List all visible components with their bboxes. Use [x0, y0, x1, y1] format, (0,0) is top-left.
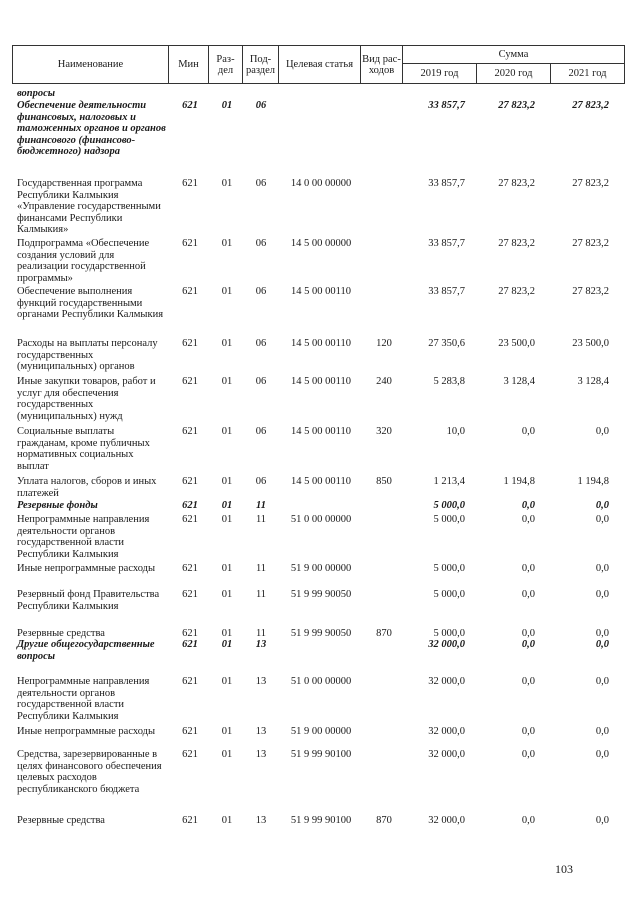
- cell-razd: 01: [221, 628, 233, 639]
- cell-name: Средства, зарезервированные в целях финансового обеспечения целевых расходов республиканского бюджета: [17, 749, 162, 795]
- cell-s21: 0,0: [595, 639, 609, 650]
- cell-s20: 0,0: [521, 426, 535, 437]
- cell-s21: 0,0: [595, 726, 609, 737]
- cell-min: 621: [182, 376, 198, 387]
- cell-podr: 06: [255, 100, 267, 111]
- header-year-2020: 2020 год: [477, 64, 551, 84]
- cell-s19: 10,0: [446, 426, 465, 437]
- cell-name: Резервные средства: [17, 815, 105, 826]
- cell-podr: 06: [255, 376, 267, 387]
- cell-s20: 27 823,2: [498, 238, 535, 249]
- cell-s19: 5 000,0: [433, 563, 465, 574]
- cell-s20: 3 128,4: [503, 376, 535, 387]
- cell-csr: 14 5 00 00110: [291, 286, 351, 297]
- cell-s20: 0,0: [521, 628, 535, 639]
- cell-s19: 32 000,0: [428, 749, 465, 760]
- cell-name: Подпрограмма «Обеспечение создания условий для реализации государственной программы»: [17, 238, 150, 284]
- cell-s20: 27 823,2: [498, 100, 535, 111]
- cell-vid: 320: [376, 426, 392, 437]
- cell-vid: 120: [376, 338, 392, 349]
- cell-min: 621: [182, 100, 198, 111]
- cell-min: 621: [182, 338, 198, 349]
- cell-s19: 33 857,7: [428, 238, 465, 249]
- cell-csr: 14 5 00 00000: [290, 238, 352, 249]
- cell-csr: 14 5 00 00110: [291, 426, 351, 437]
- header-vid: Вид рас-ходов: [361, 46, 403, 84]
- cell-name: Уплата налогов, сборов и иных платежей: [17, 476, 157, 499]
- cell-min: 621: [182, 639, 198, 650]
- table-header: [12, 45, 625, 84]
- cell-s21: 23 500,0: [572, 338, 609, 349]
- cell-csr: 51 0 00 00000: [290, 676, 352, 687]
- cell-s20: 0,0: [521, 514, 535, 525]
- cell-s19: 32 000,0: [428, 639, 465, 650]
- cell-s21: 0,0: [595, 426, 609, 437]
- cell-s21: 0,0: [595, 500, 609, 511]
- header-year-2021: 2021 год: [551, 64, 625, 84]
- cell-s21: 3 128,4: [577, 376, 609, 387]
- cell-podr: 06: [255, 338, 267, 349]
- cell-s20: 0,0: [521, 726, 535, 737]
- cell-csr: 51 0 00 00000: [290, 514, 352, 525]
- cell-razd: 01: [221, 563, 233, 574]
- cell-s21: 27 823,2: [572, 178, 609, 189]
- cell-s19: 5 000,0: [433, 500, 465, 511]
- cell-razd: 01: [221, 589, 233, 600]
- cell-s21: 0,0: [595, 749, 609, 760]
- cell-s21: 27 823,2: [572, 286, 609, 297]
- cell-s19: 5 000,0: [433, 514, 465, 525]
- cell-s19: 32 000,0: [428, 676, 465, 687]
- cell-s21: 0,0: [595, 589, 609, 600]
- cell-s20: 0,0: [521, 500, 535, 511]
- cell-s21: 27 823,2: [572, 238, 609, 249]
- cell-min: 621: [182, 676, 198, 687]
- header-razd: Раз-дел: [209, 46, 243, 84]
- cell-s19: 32 000,0: [428, 726, 465, 737]
- cell-podr: 13: [255, 726, 267, 737]
- cell-podr: 06: [255, 286, 267, 297]
- cell-name: Расходы на выплаты персоналу государственных (муниципальных) органов: [17, 338, 158, 372]
- cell-podr: 11: [256, 500, 266, 511]
- cell-min: 621: [182, 500, 198, 511]
- cell-csr: 51 9 00 00000: [290, 563, 352, 574]
- cell-csr: 14 5 00 00110: [291, 338, 351, 349]
- cell-razd: 01: [221, 100, 233, 111]
- cell-min: 621: [182, 476, 198, 487]
- page-number: 103: [555, 862, 573, 876]
- cell-name: Непрограммные направления деятельности органов государственной власти Республики Калмыкия: [17, 514, 150, 560]
- cell-min: 621: [182, 178, 198, 189]
- cell-razd: 01: [221, 749, 233, 760]
- cell-s21: 0,0: [595, 514, 609, 525]
- cell-razd: 01: [221, 286, 233, 297]
- cell-razd: 01: [221, 476, 233, 487]
- header-summa: Сумма: [403, 46, 625, 64]
- cell-podr: 06: [255, 238, 267, 249]
- cell-s20: 23 500,0: [498, 338, 535, 349]
- header-name: Наименование: [13, 46, 169, 84]
- cell-csr: 51 9 99 90050: [290, 628, 352, 639]
- cell-podr: 11: [255, 628, 267, 639]
- cell-csr: 51 9 99 90100: [290, 749, 352, 760]
- cell-s21: 1 194,8: [577, 476, 609, 487]
- cell-min: 621: [182, 514, 198, 525]
- cell-podr: 11: [255, 589, 267, 600]
- cell-csr: 14 5 00 00110: [291, 476, 351, 487]
- cell-s19: 5 283,8: [433, 376, 465, 387]
- cell-csr: 14 0 00 00000: [290, 178, 352, 189]
- header-podrazd: Под-раздел: [243, 46, 279, 84]
- cell-s19: 5 000,0: [433, 589, 465, 600]
- cell-razd: 01: [221, 338, 233, 349]
- cell-s19: 33 857,7: [428, 178, 465, 189]
- cell-razd: 01: [221, 676, 233, 687]
- cell-podr: 06: [255, 426, 267, 437]
- cell-s19: 33 857,7: [428, 100, 465, 111]
- cell-s20: 27 823,2: [498, 178, 535, 189]
- cell-name: Другие общегосударственные вопросы: [17, 639, 155, 662]
- cell-name: Социальные выплаты гражданам, кроме публичных нормативных социальных выплат: [17, 426, 150, 472]
- cell-podr: 13: [255, 676, 267, 687]
- cell-min: 621: [182, 628, 198, 639]
- cell-s21: 27 823,2: [572, 100, 609, 111]
- cell-razd: 01: [221, 376, 233, 387]
- cell-name: Обеспечение выполнения функций государственными органами Республики Калмыкия: [17, 286, 164, 320]
- cell-vid: 870: [376, 628, 392, 639]
- cell-vid: 850: [376, 476, 392, 487]
- cell-razd: 01: [221, 726, 233, 737]
- cell-s20: 0,0: [521, 749, 535, 760]
- cell-csr: 51 9 99 90050: [290, 589, 352, 600]
- cell-razd: 01: [221, 178, 233, 189]
- cell-min: 621: [182, 238, 198, 249]
- cell-s21: 0,0: [595, 628, 609, 639]
- cell-min: 621: [182, 726, 198, 737]
- continued-heading-tail: вопросы: [17, 88, 56, 99]
- cell-s19: 5 000,0: [433, 628, 465, 639]
- cell-vid: 240: [376, 376, 392, 387]
- header-min: Мин: [169, 46, 209, 84]
- cell-podr: 13: [255, 815, 267, 826]
- cell-name: Иные непрограммные расходы: [17, 563, 156, 574]
- cell-s20: 0,0: [521, 639, 535, 650]
- cell-name: Обеспечение деятельности финансовых, налоговых и таможенных органов и органов финансового (финансово-бюджетного) надзора: [17, 100, 166, 157]
- cell-name: Иные закупки товаров, работ и услуг для обеспечения государственных (муниципальных) нужд: [17, 376, 156, 422]
- cell-csr: 14 5 00 00110: [291, 376, 351, 387]
- cell-min: 621: [182, 749, 198, 760]
- cell-razd: 01: [221, 238, 233, 249]
- cell-min: 621: [182, 426, 198, 437]
- cell-podr: 13: [255, 639, 267, 650]
- cell-name: Резервный фонд Правительства Республики Калмыкия: [17, 589, 160, 612]
- cell-csr: 51 9 00 00000: [290, 726, 352, 737]
- cell-csr: 51 9 99 90100: [290, 815, 352, 826]
- cell-podr: 11: [255, 563, 267, 574]
- cell-s20: 1 194,8: [503, 476, 535, 487]
- cell-razd: 01: [221, 514, 233, 525]
- cell-name: Иные непрограммные расходы: [17, 726, 156, 737]
- cell-podr: 06: [255, 178, 267, 189]
- cell-name: Резервные средства: [17, 628, 105, 639]
- cell-razd: 01: [221, 815, 233, 826]
- cell-min: 621: [182, 589, 198, 600]
- cell-s21: 0,0: [595, 815, 609, 826]
- cell-vid: 870: [376, 815, 392, 826]
- cell-min: 621: [182, 286, 198, 297]
- cell-min: 621: [182, 563, 198, 574]
- cell-s19: 33 857,7: [428, 286, 465, 297]
- cell-s20: 0,0: [521, 563, 535, 574]
- cell-razd: 01: [221, 639, 233, 650]
- cell-name: Государственная программа Республики Калмыкия «Управление государственными финансами Республики Калмыкия»: [17, 178, 161, 235]
- cell-razd: 01: [221, 500, 233, 511]
- header-csr: Целевая статья: [279, 46, 361, 84]
- cell-s20: 27 823,2: [498, 286, 535, 297]
- cell-s20: 0,0: [521, 676, 535, 687]
- cell-min: 621: [182, 815, 198, 826]
- cell-name: Резервные фонды: [17, 500, 98, 511]
- cell-podr: 06: [255, 476, 267, 487]
- cell-s20: 0,0: [521, 815, 535, 826]
- cell-s20: 0,0: [521, 589, 535, 600]
- cell-s21: 0,0: [595, 676, 609, 687]
- cell-podr: 11: [255, 514, 267, 525]
- cell-razd: 01: [221, 426, 233, 437]
- cell-name: Непрограммные направления деятельности органов государственной власти Республики Калмыкия: [17, 676, 150, 722]
- cell-s19: 27 350,6: [428, 338, 465, 349]
- cell-podr: 13: [255, 749, 267, 760]
- header-year-2019: 2019 год: [403, 64, 477, 84]
- cell-s19: 1 213,4: [433, 476, 465, 487]
- cell-s21: 0,0: [595, 563, 609, 574]
- cell-s19: 32 000,0: [428, 815, 465, 826]
